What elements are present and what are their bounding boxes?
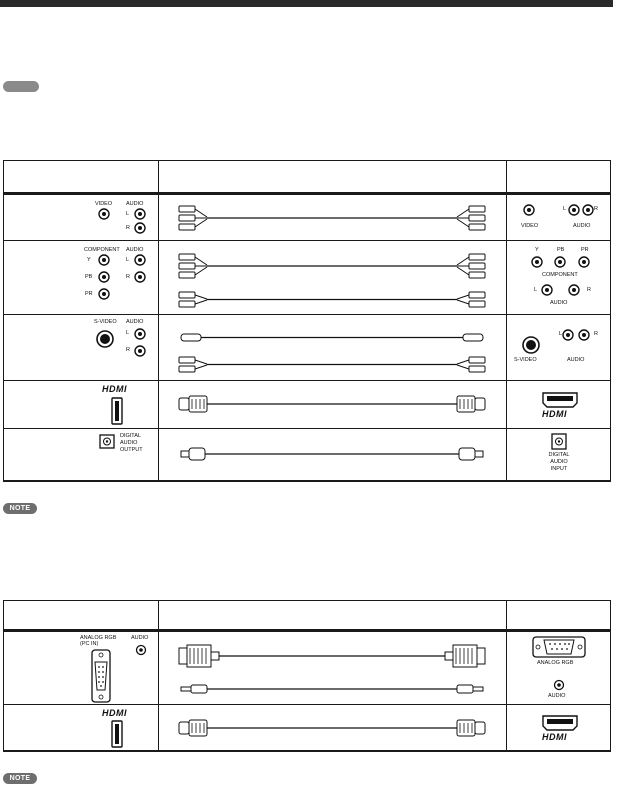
label-pr: PR [85,291,93,297]
hdmi-port-icon [4,705,158,751]
vga-port-icon [4,632,158,706]
s-video-jack-icon [4,315,158,381]
rca-jacks-icon [4,195,158,242]
av-connection-table [3,160,611,482]
hdmi-logo: HDMI [102,384,127,394]
tv-label-pb: PB [557,247,565,253]
header-bar [0,0,613,7]
tv-terminal-analog-rgb [507,631,611,705]
label-analog-rgb: ANALOG RGB [80,635,117,641]
tv-rca-jacks-icon [507,195,610,242]
label-video: VIDEO [95,201,113,207]
hdmi-cable-icon [159,381,506,429]
device-terminal-hdmi [4,381,159,429]
row-analog-rgb [4,631,611,705]
cable-digital-audio [159,429,507,481]
component-jacks-icon [4,241,158,315]
tv-s-video-jacks-icon [507,315,610,381]
note-badge: NOTE [3,773,37,784]
device-terminal-digital-audio [4,429,159,481]
tv-label-r: R [594,331,598,337]
tv-label-r: R [594,206,598,212]
tv-component-jacks-icon [507,241,610,315]
cable-component [159,241,507,315]
tv-terminal-s-video [507,315,611,381]
tv-terminal-component [507,241,611,315]
header-cell-tv [507,601,611,631]
hdmi-logo: HDMI [102,708,127,718]
label-output: OUTPUT [120,447,143,453]
label-y: Y [87,257,91,263]
label-l: L [126,330,130,336]
tv-label-l: L [559,331,563,337]
tv-label-component: COMPONENT [542,272,578,278]
tv-terminal-digital-audio [507,429,611,481]
row-s-video [4,315,611,381]
tv-hdmi-logo: HDMI [542,732,567,742]
label-audio: AUDIO [120,440,138,446]
device-terminal-component [4,241,159,315]
cable-hdmi [159,381,507,429]
label-s-video: S-VIDEO [94,319,117,325]
optical-port-icon [4,429,158,481]
label-r: R [126,347,130,353]
label-l: L [126,211,130,217]
label-pc-in: (PC IN) [80,641,99,647]
header-cell-tv [507,161,611,194]
pc-connection-table [3,600,611,752]
tv-label-analog-rgb: ANALOG RGB [537,660,574,666]
tv-label-digital: DIGITAL [548,452,570,458]
cable-analog-rgb [159,631,507,705]
header-cell-device [4,601,159,631]
tv-label-s-video: S-VIDEO [514,357,537,363]
row-pc-hdmi [4,705,611,751]
row-component [4,241,611,315]
label-audio: AUDIO [126,201,144,207]
s-video-cable-icon [159,315,506,381]
row-composite [4,194,611,241]
cable-composite [159,194,507,241]
label-audio: AUDIO [126,247,144,253]
device-terminal-analog-rgb [4,631,159,705]
tv-label-r: R [587,287,591,293]
tv-hdmi-logo: HDMI [542,409,567,419]
rca-cable-icon [159,195,506,242]
hdmi-cable-icon [159,705,506,751]
tv-hdmi-port-icon [507,381,610,429]
component-cable-icon [159,241,506,315]
tv-label-audio: AUDIO [573,223,591,229]
cable-s-video [159,315,507,381]
header-cell-device [4,161,159,194]
tv-label-l: L [563,206,567,212]
label-pb: PB [85,274,93,280]
note-badge: NOTE [3,503,37,514]
device-terminal-pc-hdmi [4,705,159,751]
label-r: R [126,225,130,231]
tv-label-audio: AUDIO [550,300,568,306]
cable-pc-hdmi [159,705,507,751]
tv-hdmi-port-icon [507,705,610,751]
tv-terminal-composite [507,194,611,241]
row-hdmi [4,381,611,429]
device-terminal-s-video [4,315,159,381]
header-cell-cable [159,161,507,194]
tv-label-audio: AUDIO [567,357,585,363]
label-audio: AUDIO [131,635,149,641]
header-cell-cable [159,601,507,631]
device-terminal-composite [4,194,159,241]
row-digital-audio [4,429,611,481]
tv-vga-port-icon [507,632,610,706]
label-l: L [126,257,130,263]
tv-label-audio: AUDIO [550,459,568,465]
vga-cable-icon [159,632,506,706]
label-digital: DIGITAL [120,433,141,439]
label-component: COMPONENT [84,247,120,253]
section-badge [3,81,39,92]
tv-terminal-hdmi [507,381,611,429]
tv-optical-port-icon [507,429,610,481]
label-r: R [126,274,130,280]
tv-terminal-pc-hdmi [507,705,611,751]
label-audio: AUDIO [126,319,144,325]
tv-label-video: VIDEO [521,223,539,229]
tv-label-y: Y [535,247,539,253]
tv-label-pr: PR [581,247,589,253]
tv-label-audio: AUDIO [548,693,566,699]
tv-label-input: INPUT [550,466,568,472]
optical-cable-icon [159,429,506,481]
hdmi-port-icon [4,381,158,429]
tv-label-l: L [534,287,538,293]
